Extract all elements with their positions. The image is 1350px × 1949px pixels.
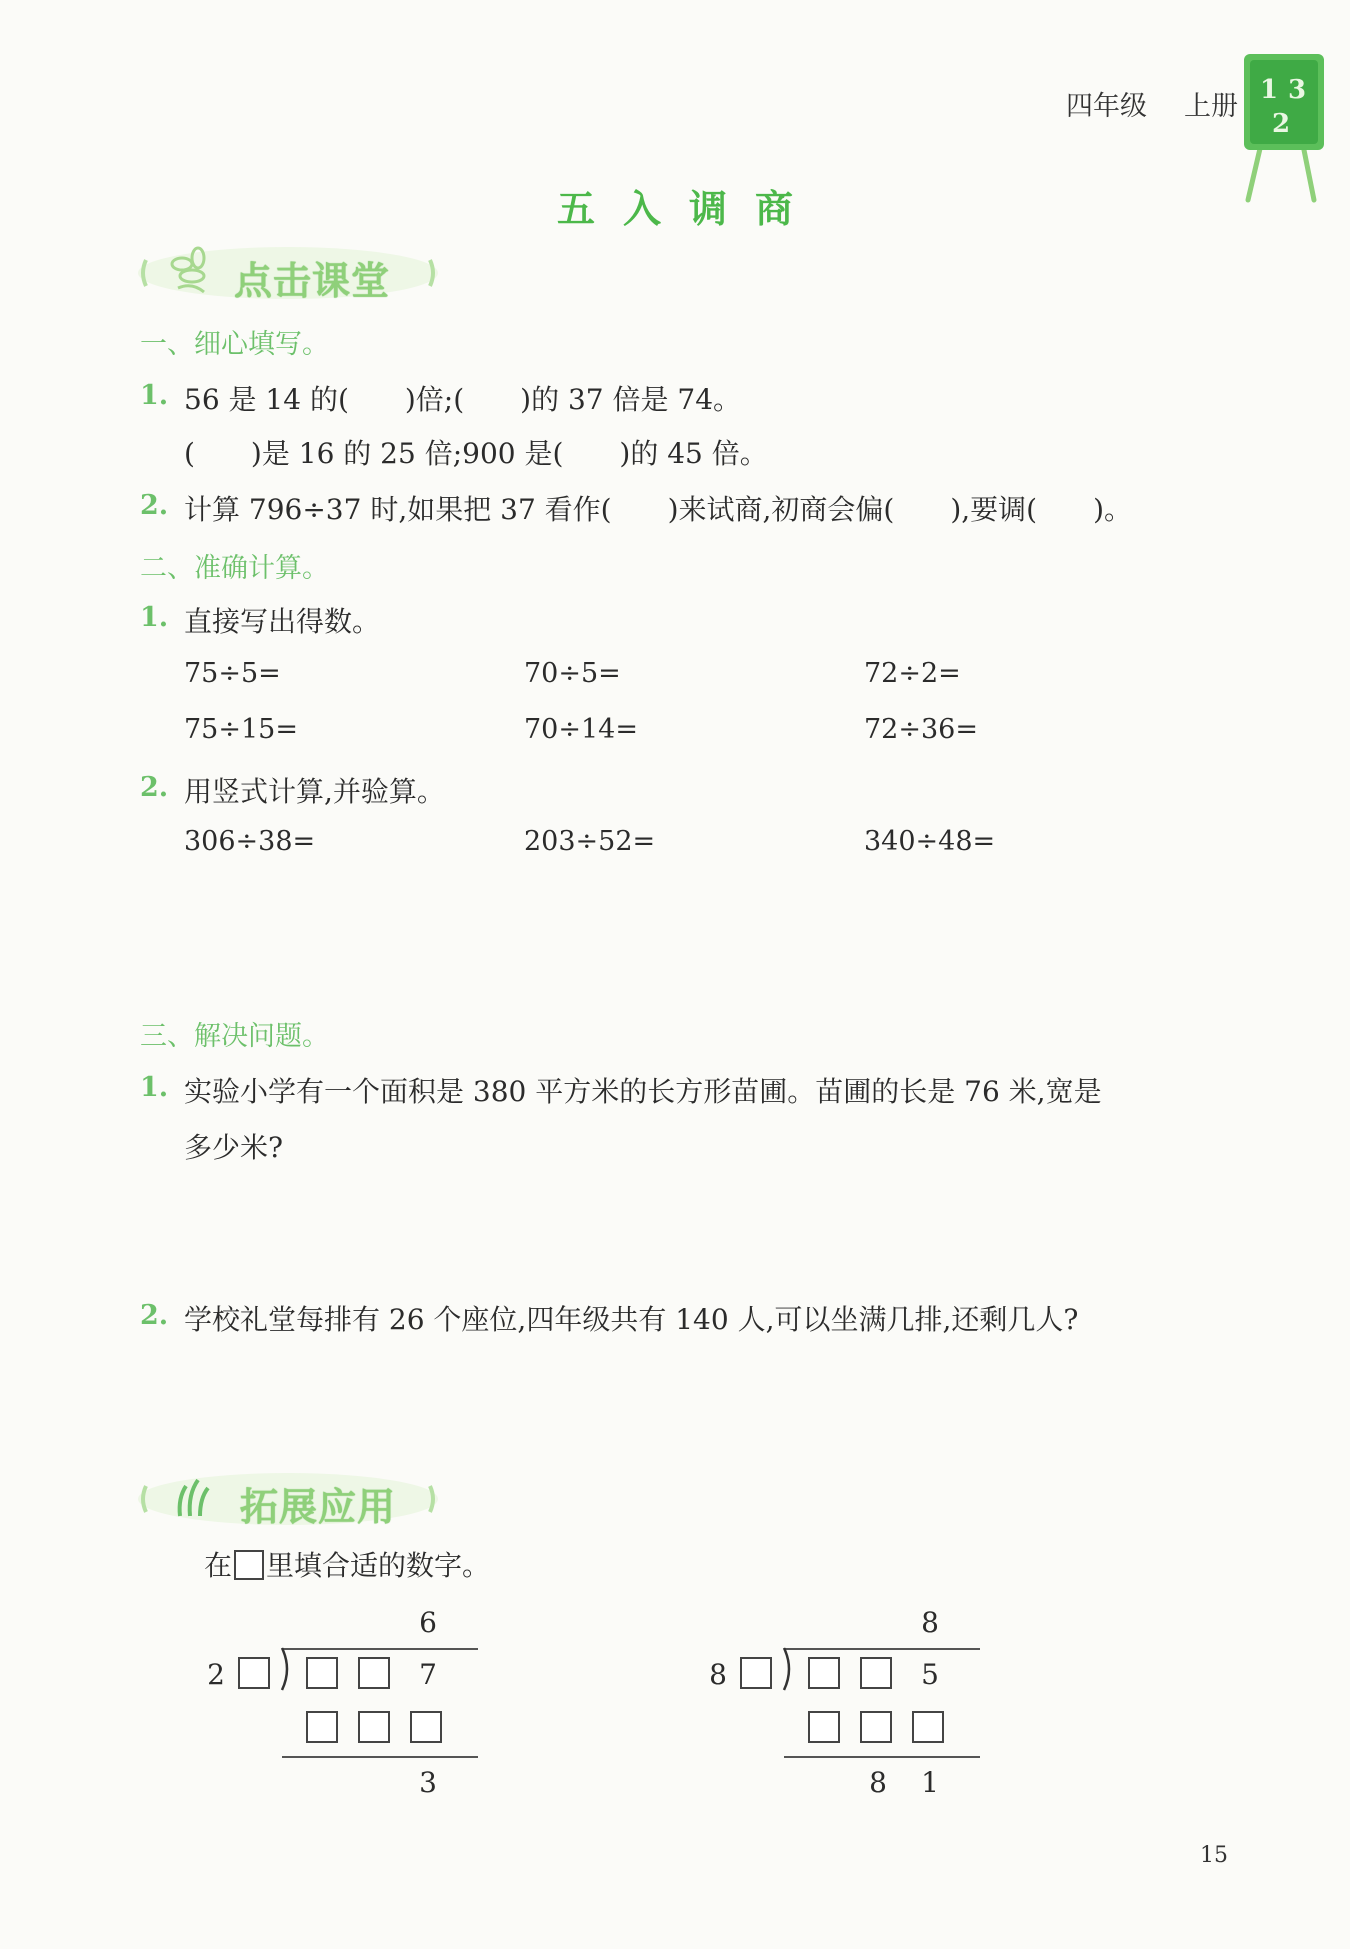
answer-box[interactable] xyxy=(912,1711,944,1743)
banner-title: 点击课堂 xyxy=(234,259,391,303)
answer-box[interactable] xyxy=(860,1657,892,1689)
answer-box[interactable] xyxy=(358,1657,390,1689)
remainder-digit: 1 xyxy=(921,1766,939,1799)
calc-item: 72÷36= xyxy=(864,714,978,745)
answer-box[interactable] xyxy=(410,1711,442,1743)
divisor-digit: 2 xyxy=(207,1658,225,1691)
question-text: 多少米? xyxy=(184,1131,284,1164)
division-bracket-icon xyxy=(274,1646,292,1692)
banner-class-practice xyxy=(138,238,438,308)
division-bar xyxy=(784,1648,980,1650)
question-number: 2. xyxy=(140,490,169,521)
banner-title: 拓展应用 xyxy=(240,1485,397,1529)
remainder-digit: 8 xyxy=(869,1766,887,1799)
quotient-digit: 8 xyxy=(921,1606,939,1639)
question-text: 直接写出得数。 xyxy=(184,605,381,638)
board-digit-3: 3 xyxy=(1288,75,1307,105)
calc-item: 75÷5= xyxy=(184,658,281,689)
question-number: 1. xyxy=(140,602,169,633)
calc-item: 203÷52= xyxy=(524,826,656,857)
answer-box[interactable] xyxy=(358,1711,390,1743)
book-volume-label: 上册 xyxy=(1184,91,1238,122)
question-number: 1. xyxy=(140,1072,169,1103)
page-number: 15 xyxy=(1200,1843,1228,1868)
instruction-after: 里填合适的数字。 xyxy=(266,1549,491,1582)
answer-box[interactable] xyxy=(238,1657,270,1689)
subtraction-line xyxy=(282,1756,478,1758)
answer-box[interactable] xyxy=(808,1711,840,1743)
board-digit-2: 2 xyxy=(1272,109,1291,139)
section-heading-calc: 二、准确计算。 xyxy=(140,553,329,584)
question-text: ( )是 16 的 25 倍;900 是( )的 45 倍。 xyxy=(184,437,768,470)
question-number: 1. xyxy=(140,380,169,411)
question-number: 2. xyxy=(140,1300,169,1331)
dividend-digit: 7 xyxy=(419,1658,437,1691)
remainder-digit: 3 xyxy=(419,1766,437,1799)
answer-box[interactable] xyxy=(808,1657,840,1689)
question-text: 56 是 14 的( )倍;( )的 37 倍是 74。 xyxy=(184,383,742,416)
answer-box[interactable] xyxy=(860,1711,892,1743)
answer-box[interactable] xyxy=(306,1657,338,1689)
question-number: 2. xyxy=(140,772,169,803)
banner-extension xyxy=(138,1464,438,1534)
calc-item: 70÷5= xyxy=(524,658,621,689)
calc-item: 340÷48= xyxy=(864,826,996,857)
division-bar xyxy=(282,1648,478,1650)
question-text: 学校礼堂每排有 26 个座位,四年级共有 140 人,可以坐满几排,还剩几人? xyxy=(184,1303,1079,1336)
calc-item: 306÷38= xyxy=(184,826,316,857)
answer-box-sample xyxy=(234,1550,264,1580)
subtraction-line xyxy=(784,1756,980,1758)
dividend-digit: 5 xyxy=(921,1658,939,1691)
calc-item: 72÷2= xyxy=(864,658,961,689)
section-heading-fill: 一、细心填写。 xyxy=(140,329,329,360)
divisor-digit: 8 xyxy=(709,1658,727,1691)
question-text: 实验小学有一个面积是 380 平方米的长方形苗圃。苗圃的长是 76 米,宽是 xyxy=(184,1075,1102,1108)
quotient-digit: 6 xyxy=(419,1606,437,1639)
lesson-title: 五入调商 xyxy=(556,187,821,231)
calc-item: 70÷14= xyxy=(524,714,638,745)
division-bracket-icon xyxy=(776,1646,794,1692)
calc-item: 75÷15= xyxy=(184,714,298,745)
answer-box[interactable] xyxy=(306,1711,338,1743)
board-digit-1: 1 xyxy=(1260,75,1279,105)
question-text: 计算 796÷37 时,如果把 37 看作( )来试商,初商会偏( ),要调( )。 xyxy=(184,493,1133,526)
extension-instruction xyxy=(204,1544,490,1584)
section-heading-solve: 三、解决问题。 xyxy=(140,1021,329,1052)
grade-label: 四年级 xyxy=(1066,91,1147,122)
instruction-before: 在 xyxy=(204,1549,233,1582)
answer-box[interactable] xyxy=(740,1657,772,1689)
question-text: 用竖式计算,并验算。 xyxy=(184,775,445,808)
